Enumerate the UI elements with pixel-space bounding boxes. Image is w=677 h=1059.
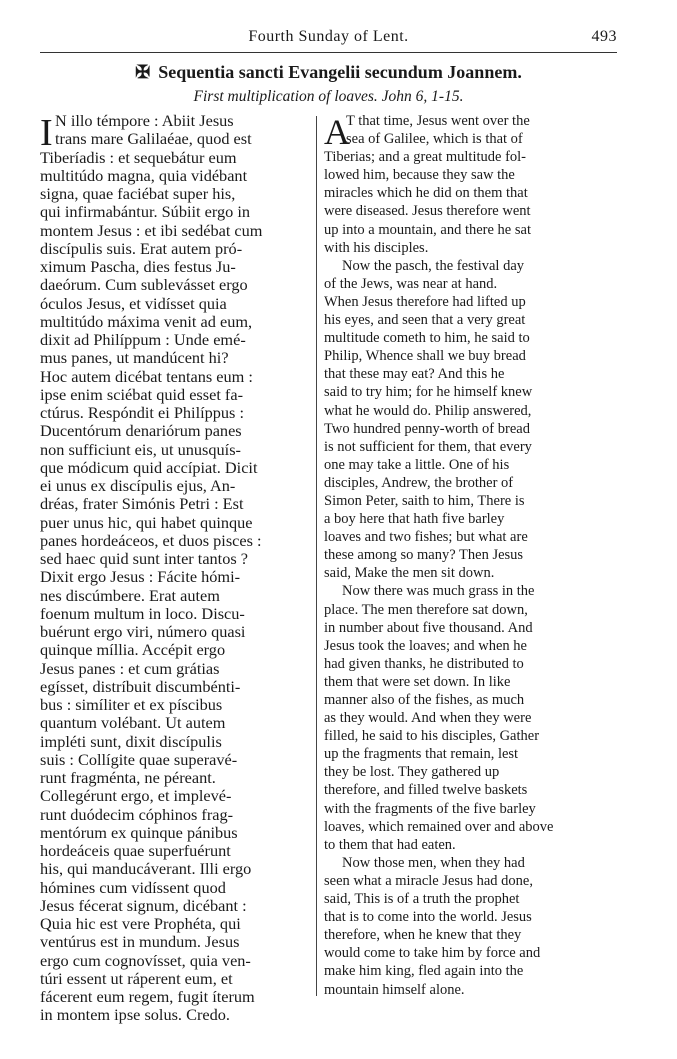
english-text-line: up into a mountain, and there he sat (324, 221, 531, 238)
gospel-title: Sequentia sancti Evangelii secundum Joannem. (158, 62, 522, 82)
latin-text-line: Collegérunt ergo, et implevé- (40, 786, 232, 806)
latin-text-line: runt fragménta, ne péreant. (40, 768, 216, 787)
english-text-line: Jesus took the loaves; and when he (324, 637, 527, 654)
english-text-line: Philip, Whence shall we buy bread (324, 348, 526, 365)
latin-text-line: hordeáceis quae superfuérunt (40, 841, 231, 860)
latin-text-line: Dixit ergo Jesus : Fácite hómi- (40, 567, 241, 587)
english-text-line: is not sufficient for them, that every (324, 438, 532, 455)
latin-text-line: túri essent ut ráperent eum, et (40, 968, 233, 988)
latin-text-line: ximum Pascha, dies festus Ju- (40, 257, 236, 276)
english-text-line: a boy here that hath five barley (324, 511, 505, 528)
latin-text-line: Ducentórum denariórum panes (40, 421, 242, 441)
english-text-line: therefore, when he knew that they (324, 927, 522, 944)
english-text-line: miracles which he did on them that (324, 185, 528, 202)
english-text-line: multitude cometh to him, he said to (324, 330, 530, 347)
english-text-line: with the fragments of the five barley (324, 800, 536, 817)
english-text-line: said, Make the men sit down. (324, 565, 495, 582)
latin-text-line: multitúdo magna, quia vidébant (40, 165, 248, 185)
latin-text-line: ctúrus. Respóndit ei Philíppus : (40, 403, 244, 422)
latin-text-line: foenum multum in loco. Discu- (40, 603, 245, 623)
latin-text-line: bus : simíliter et ex píscibus (40, 695, 223, 714)
english-text-line: mountain himself alone. (324, 981, 465, 998)
drop-cap: I (40, 112, 53, 154)
latin-text-line: non sufficiunt eis, ut unusquís- (40, 439, 241, 459)
latin-text-line: dréas, frater Simónis Petri : Est (40, 494, 244, 514)
english-text-line: of the Jews, was near at hand. (324, 275, 498, 292)
running-head (40, 28, 617, 50)
english-text-line: to them that had eaten. (324, 836, 456, 853)
latin-text-line: Jesus fécerat signum, dicébant : (40, 895, 247, 915)
latin-text-line: in montem ipse solus. Credo. (40, 1005, 230, 1025)
latin-text-line: ipse enim sciébat quid esset fa- (40, 384, 243, 404)
english-text-line: Now there was much grass in the (342, 583, 535, 600)
latin-text-line: qui infirmabántur. Súbiit ergo in (40, 202, 250, 222)
latin-text-line: daeórum. Cum sublevásset ergo (40, 275, 248, 295)
english-text-line: were diseased. Jesus therefore went (324, 203, 531, 220)
english-text-line: with his disciples. (324, 239, 429, 256)
english-text-line: they be lost. They gathered up (324, 764, 500, 781)
english-text-line: these among so many? Then Jesus (324, 547, 524, 564)
latin-text-line: mus panes, ut mandúcent hi? (40, 348, 229, 368)
latin-text-line: nes discúmbere. Erat autem (40, 585, 220, 605)
cross-icon: ✠ (135, 62, 151, 82)
latin-text-line: hómines cum vidíssent quod (40, 877, 226, 897)
latin-text-line: multitúdo máxima venit ad eum, (40, 311, 253, 331)
gospel-subtitle: First multiplication of loaves. John 6, 1-15. (193, 88, 464, 105)
latin-text-line: N illo témpore : Abiit Jesus (55, 111, 234, 130)
latin-column (40, 112, 315, 1025)
english-text-line: said, This is of a truth the prophet (324, 891, 520, 908)
english-text-line: Two hundred penny-worth of bread (324, 420, 530, 437)
english-text-line: filled, he said to his disciples, Gather (324, 728, 540, 745)
latin-text-line: mentórum ex quinque pánibus (40, 822, 238, 842)
column-divider (316, 116, 317, 996)
english-text-line: said to try him; for he himself knew (324, 384, 533, 401)
english-text-line: what he would do. Philip answered, (324, 402, 532, 419)
gospel-heading (40, 62, 617, 83)
english-text-line: that is to come into the world. Jesus (324, 909, 532, 926)
english-text-line: loaves and two fishes; but what are (324, 529, 528, 546)
english-text-line: in number about five thousand. And (324, 619, 533, 636)
english-text-line: T that time, Jesus went over the (346, 113, 530, 129)
english-text-line: make him king, fled again into the (324, 963, 524, 980)
english-text-line: therefore, and filled twelve baskets (324, 782, 528, 799)
latin-text-line: sed haec quid sunt inter tantos ? (40, 549, 248, 568)
latin-text-line: Quia hic est vere Prophéta, qui (40, 914, 241, 933)
english-text-line: When Jesus therefore had lifted up (324, 293, 526, 310)
latin-text-line: runt duódecim cóphinos frag- (40, 804, 234, 824)
latin-text-line: que módicum quid accípiat. Dicit (40, 457, 258, 477)
latin-text-line: panes hordeáceos, et duos pisces : (40, 530, 262, 550)
english-text-line: up the fragments that remain, lest (324, 746, 519, 763)
english-text-line: as they would. And when they were (324, 710, 532, 727)
latin-text-line: óculos Jesus, et vidísset quia (40, 293, 227, 313)
english-text-line: them that were set down. In like (324, 673, 511, 690)
english-text-line: loaves, which remained over and above (324, 818, 554, 835)
english-text-line: his eyes, and seen that a very great (324, 312, 526, 329)
latin-text-line: egísset, distríbuit discumbénti- (40, 676, 241, 696)
english-text-line: manner also of the fishes, as much (324, 692, 525, 708)
latin-text-line: dixit ad Philíppum : Unde emé- (40, 330, 246, 349)
english-text-line: place. The men therefore sat down, (324, 601, 528, 618)
english-text-line: disciples, Andrew, the brother of (324, 474, 514, 491)
latin-text-line: Hoc autem dicébat tentans eum : (40, 366, 253, 386)
latin-text-line: quantum volébant. Ut autem (40, 713, 226, 733)
latin-text-line: puer unus hic, qui habet quinque (40, 512, 253, 532)
latin-text-line: quinque míllia. Accépit ergo (40, 640, 226, 660)
latin-text-line: trans mare Galilaéae, quod est (55, 129, 252, 149)
latin-text-line: ventúrus est in mundum. Jesus (40, 932, 240, 952)
latin-text-line: his, qui manducáverant. Illi ergo (40, 859, 252, 879)
english-text-line: Tiberias; and a great multitude fol- (324, 149, 527, 166)
latin-text-line: ergo cum cognovísset, quia ven- (40, 950, 251, 970)
latin-text-line: signa, quae faciébat super his, (40, 184, 236, 203)
header-rule (40, 52, 617, 53)
latin-text-line: fácerent eum regem, fugit íterum (40, 987, 255, 1006)
running-title: Fourth Sunday of Lent. (248, 28, 409, 45)
english-text-line: had given thanks, he distributed to (324, 655, 524, 672)
english-text-line: lowed him, because they saw the (324, 167, 515, 184)
english-text-line: Now those men, when they had (342, 854, 525, 871)
latin-text-line: buérunt ergo viri, número quasi (40, 622, 246, 641)
latin-text-line: Jesus panes : et cum grátias (40, 658, 220, 678)
page-number: 493 (591, 28, 617, 45)
drop-cap: A (324, 112, 350, 152)
english-text-line: sea of Galilee, which is that of (346, 131, 523, 148)
english-text-line: that these may eat? And this he (324, 366, 505, 383)
english-column (324, 112, 614, 999)
latin-text-line: suis : Collígite quae superavé- (40, 749, 238, 769)
latin-text-line: Tiberíadis : et sequebátur eum (40, 147, 237, 167)
latin-text-line: montem Jesus : et ibi sedébat cum (40, 220, 263, 240)
english-text-line: Simon Peter, saith to him, There is (324, 492, 525, 509)
latin-text-line: impléti sunt, dixit discípulis (40, 731, 222, 751)
english-text-line: would come to take him by force and (324, 945, 541, 962)
english-text-line: one may take a little. One of his (324, 456, 510, 473)
latin-text-line: discípulis suis. Erat autem pró- (40, 238, 243, 258)
latin-text-line: ei unus ex discípulis ejus, An- (40, 476, 236, 495)
english-text-line: Now the pasch, the festival day (342, 257, 525, 274)
english-text-line: seen what a miracle Jesus had done, (324, 872, 533, 889)
